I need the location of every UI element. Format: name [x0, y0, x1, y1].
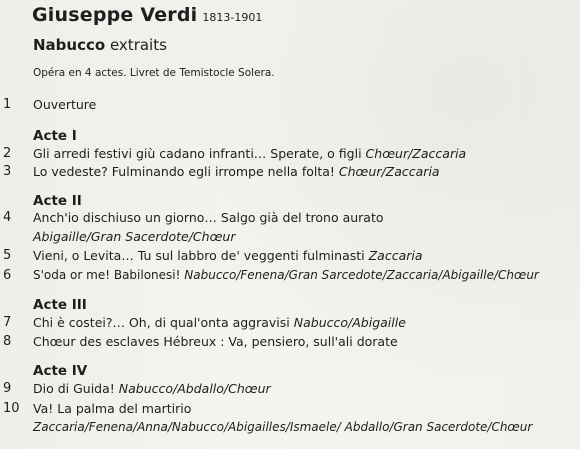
track-title: Vieni, o Levita… Tu sul labbro de' veggenti fulminasti	[33, 248, 365, 263]
track-number: 10	[3, 401, 20, 416]
act-heading: Acte I	[33, 128, 77, 144]
work-description: Opéra en 4 actes. Livret de Temistocle Solera.	[33, 67, 275, 79]
track-roles: Abigaille/Gran Sacerdote/Chœur	[33, 229, 236, 244]
track-title: S'oda or me! Babilonesi!	[33, 268, 181, 282]
track-number: 7	[3, 315, 12, 330]
track-number: 9	[3, 381, 12, 396]
track-title: Va! La palma del martirio	[33, 401, 192, 416]
track-number: 8	[3, 334, 12, 349]
track-roles: Nabucco/Abdallo/Chœur	[118, 381, 271, 396]
track-number: 1	[3, 97, 12, 112]
track-line	[33, 164, 440, 179]
act-heading: Acte III	[33, 297, 87, 313]
composer-name: Giuseppe Verdi	[32, 4, 198, 26]
track-roles: Chœur/Zaccaria	[365, 146, 467, 161]
act-heading: Acte IV	[33, 363, 88, 379]
work-title: Nabucco	[33, 36, 106, 54]
track-title: Ouverture	[33, 97, 97, 112]
work-subtitle: extraits	[109, 36, 167, 54]
track-number: 6	[3, 268, 12, 283]
track-roles: Zaccaria/Fenena/Anna/Nabucco/Abigailles/Ismaele/ Abdallo/Gran Sacerdote/Chœur	[33, 420, 533, 434]
track-title: Dio di Guida!	[33, 381, 115, 396]
track-title: Chi è costei?… Oh, di qual'onta aggravisi	[33, 315, 290, 330]
track-line	[33, 146, 466, 161]
track-roles: Nabucco/Fenena/Gran Sarcedote/Zaccaria/Abigaille/Chœur	[184, 268, 539, 282]
track-roles: Chœur/Zaccaria	[338, 164, 440, 179]
track-title: Lo vedeste? Fulminando egli irrompe nella folta!	[33, 164, 335, 179]
track-number: 4	[3, 210, 12, 225]
track-title: Anch'io dischiuso un giorno… Salgo già del trono aurato	[33, 210, 384, 225]
act-heading: Acte II	[33, 193, 82, 209]
track-title: Chœur des esclaves Hébreux : Va, pensiero, sull'ali dorate	[33, 334, 398, 349]
track-line	[33, 381, 271, 396]
track-roles: Nabucco/Abigaille	[293, 315, 406, 330]
track-line	[33, 248, 423, 263]
composer-heading	[32, 4, 262, 26]
track-line	[33, 315, 406, 330]
track-number: 3	[3, 164, 12, 179]
track-number: 5	[3, 248, 12, 263]
track-roles: Zaccaria	[368, 248, 423, 263]
track-title: Gli arredi festivi giù cadano infranti… Sperate, o figli	[33, 146, 362, 161]
track-number: 2	[3, 146, 12, 161]
work-heading	[33, 36, 167, 54]
track-line	[33, 268, 539, 282]
composer-dates: 1813-1901	[202, 11, 263, 24]
